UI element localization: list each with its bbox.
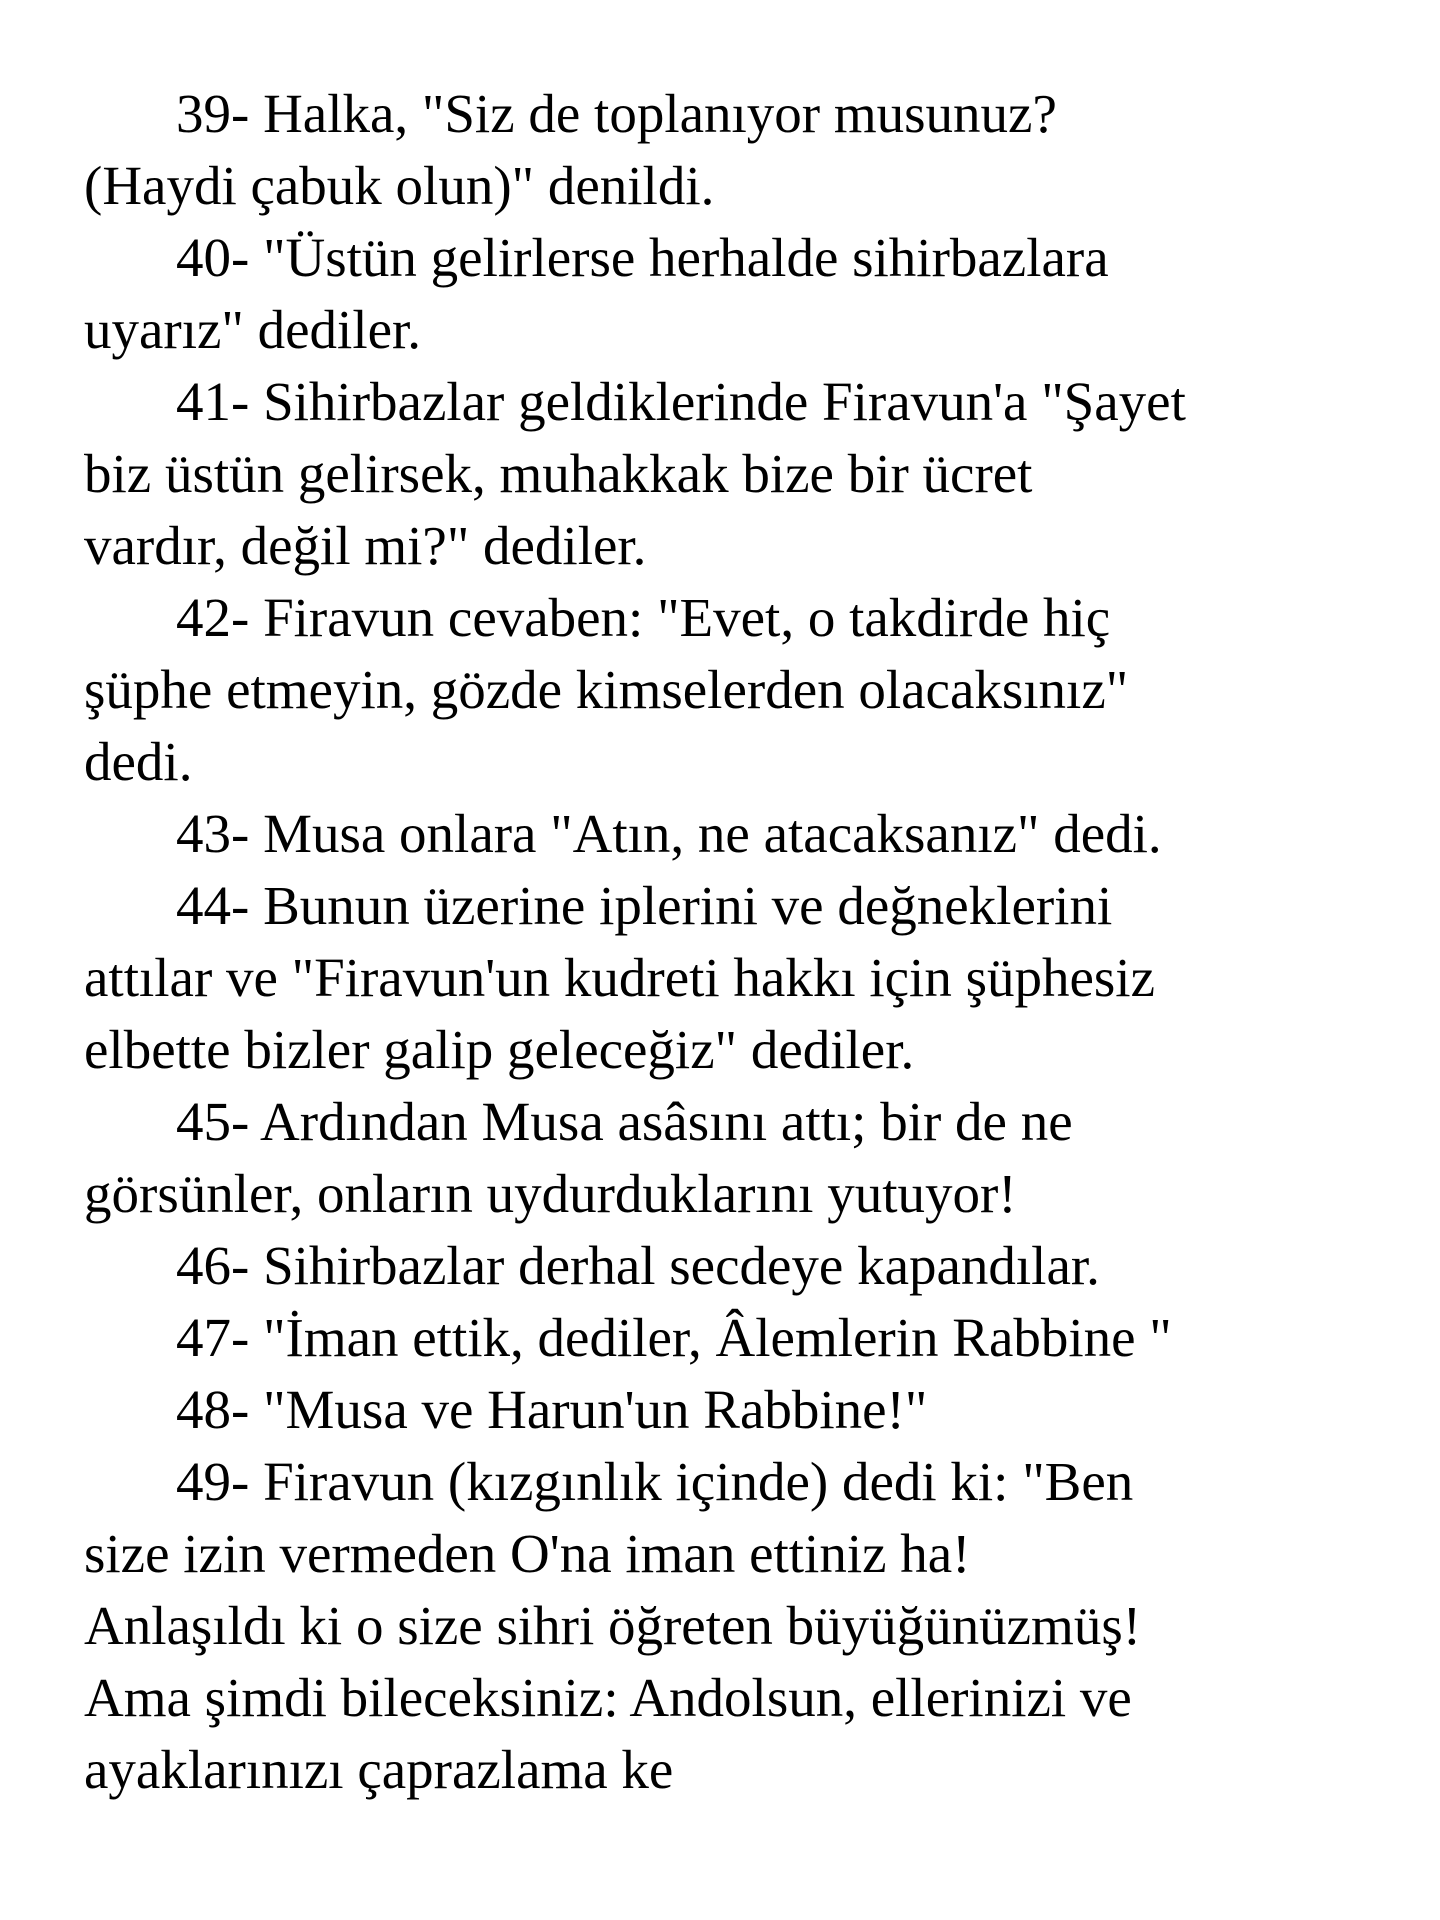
text-line: elbette bizler galip geleceğiz" dediler. xyxy=(84,1019,915,1080)
text-line: 48- "Musa ve Harun'un Rabbine!" xyxy=(176,1379,928,1440)
document-page xyxy=(84,78,1394,1806)
text-line: uyarız" dediler. xyxy=(84,299,422,360)
text-line: vardır, değil mi?" dediler. xyxy=(84,515,647,576)
text-line: size izin vermeden O'na iman ettiniz ha! xyxy=(84,1523,971,1584)
text-line: şüphe etmeyin, gözde kimselerden olacaksınız" xyxy=(84,659,1129,720)
text-line: attılar ve "Firavun'un kudreti hakkı için şüphesiz xyxy=(84,947,1155,1008)
text-line: (Haydi çabuk olun)" denildi. xyxy=(84,155,715,216)
text-line: 40- "Üstün gelirlerse herhalde sihirbazlara xyxy=(176,227,1109,288)
text-line: 42- Firavun cevaben: "Evet, o takdirde hiç xyxy=(176,587,1111,648)
text-line: ayaklarınızı çaprazlama ke xyxy=(84,1739,674,1800)
text-line: 46- Sihirbazlar derhal secdeye kapandılar. xyxy=(176,1235,1100,1296)
text-line: 49- Firavun (kızgınlık içinde) dedi ki: "Ben xyxy=(176,1451,1134,1512)
text-line: 43- Musa onlara "Atın, ne atacaksanız" dedi. xyxy=(176,803,1162,864)
text-line: Anlaşıldı ki o size sihri öğreten büyüğünüzmüş! xyxy=(84,1595,1142,1656)
text-line: 47- "İman ettik, dediler, Âlemlerin Rabbine " xyxy=(176,1307,1172,1368)
text-line: Ama şimdi bileceksiniz: Andolsun, ellerinizi ve xyxy=(84,1667,1132,1728)
text-line: biz üstün gelirsek, muhakkak bize bir ücret xyxy=(84,443,1033,504)
text-line: 45- Ardından Musa asâsını attı; bir de ne xyxy=(176,1091,1073,1152)
text-line: 41- Sihirbazlar geldiklerinde Firavun'a "Şayet xyxy=(176,371,1186,432)
text-line: dedi. xyxy=(84,731,193,792)
text-line: 39- Halka, "Siz de toplanıyor musunuz? xyxy=(176,83,1057,144)
text-line: görsünler, onların uydurduklarını yutuyor! xyxy=(84,1163,1017,1224)
text-line: 44- Bunun üzerine iplerini ve değneklerini xyxy=(176,875,1113,936)
